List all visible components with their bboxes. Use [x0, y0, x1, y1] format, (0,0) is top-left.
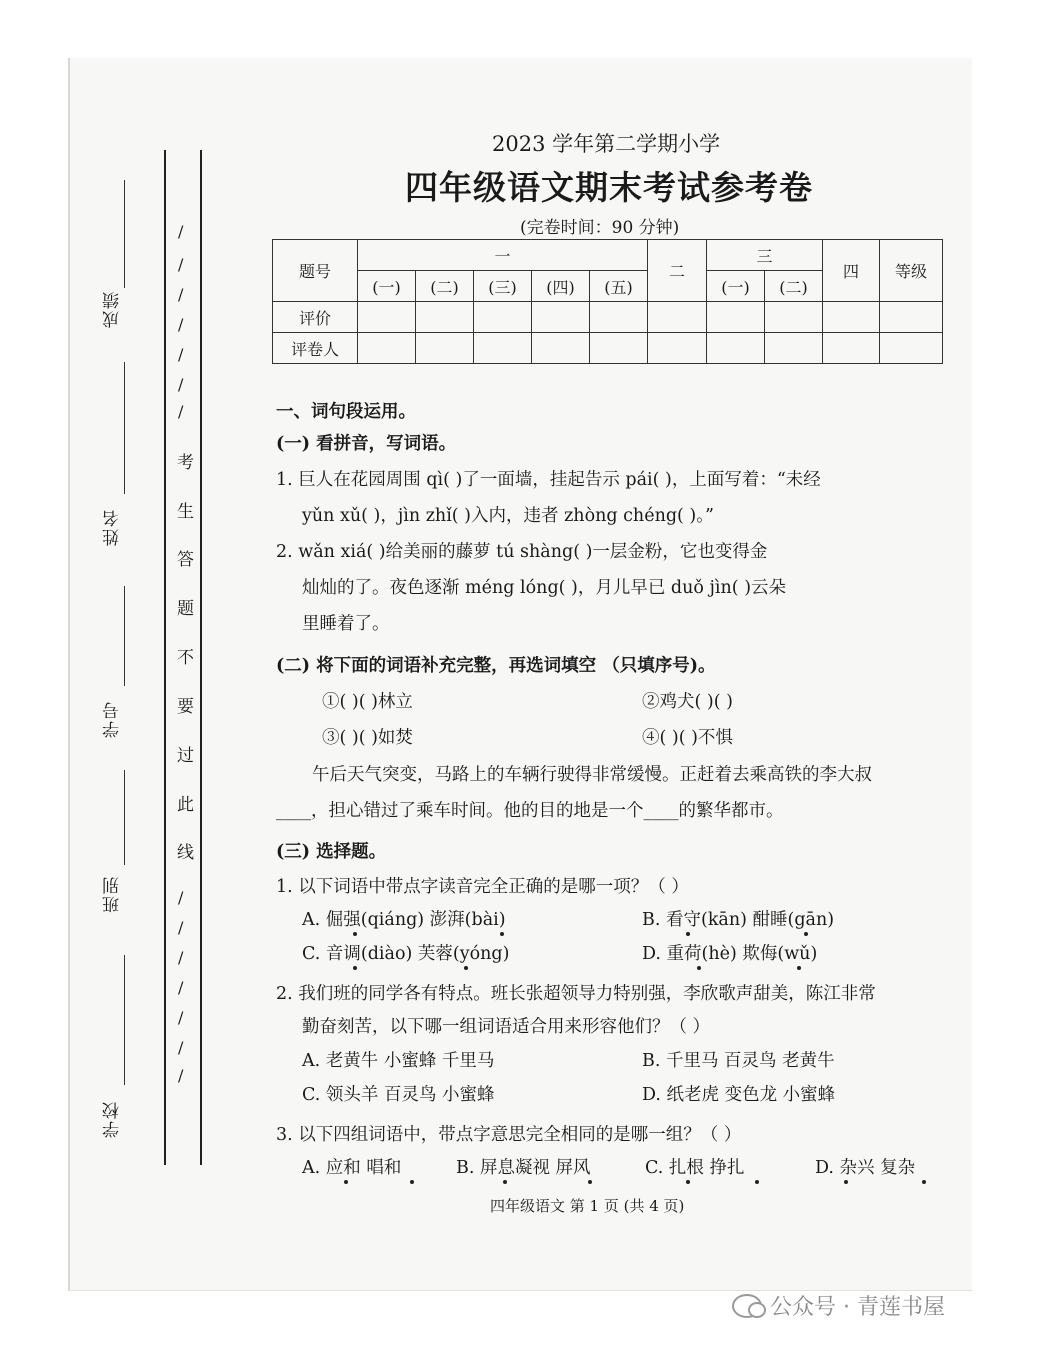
emphasis-dot	[686, 1180, 690, 1184]
q1-option-b: B. 看守(kān) 酣睡(gān)	[642, 910, 835, 930]
part1-line5: 里睡着了。	[302, 614, 390, 634]
part2-passage-line1: 午后天气突变，马路上的车辆行驶得非常缓慢。正赶着去乘高铁的李大叔	[312, 765, 872, 785]
emphasis-dot	[503, 1180, 507, 1184]
col-header-part-1: 一	[358, 240, 648, 271]
emphasis-dot	[353, 932, 357, 936]
score-cell[interactable]	[648, 333, 707, 364]
part3-heading: (三) 选择题。	[276, 842, 387, 862]
emphasis-dot	[697, 966, 701, 970]
part1-line2: yǔn xǔ( )，jìn zhǐ( )入内，违者 zhòng chéng( )。”	[302, 506, 714, 526]
col-header-part-4: 四	[823, 240, 880, 302]
emphasis-dot	[844, 1180, 848, 1184]
sub-header: (一)	[707, 271, 765, 302]
col-header-part-2: 二	[648, 240, 707, 302]
margin-slash: /	[178, 1038, 184, 1057]
question-2-cont: 勤奋刻苦，以下哪一组词语适合用来形容他们？（ ）	[302, 1017, 711, 1037]
wechat-icon	[732, 1294, 762, 1318]
school-label: 学校	[103, 1100, 123, 1138]
sub-header: (二)	[416, 271, 474, 302]
col-header-part-3: 三	[707, 240, 823, 271]
margin-slash: /	[178, 402, 184, 421]
year-line: 2023 学年第二学期小学	[492, 132, 721, 156]
name-fill-line	[124, 362, 125, 494]
margin-slash: /	[178, 948, 184, 967]
warning-char: 考	[177, 453, 194, 473]
name-label: 姓名	[103, 508, 123, 546]
emphasis-dot	[922, 1180, 926, 1184]
score-cell[interactable]	[532, 333, 590, 364]
section1-heading: 一、词句段运用。	[276, 402, 416, 422]
col-header-question-no: 题号	[273, 240, 358, 302]
emphasis-dot	[797, 966, 801, 970]
score-cell[interactable]	[765, 333, 823, 364]
idiom-option-3: ③( )( )如焚	[322, 728, 413, 748]
q1-option-a: A. 倔强(qiáng) 澎湃(bài)	[302, 910, 506, 930]
score-cell[interactable]	[648, 302, 707, 333]
score-cell[interactable]	[823, 333, 880, 364]
q1-option-c: C. 音调(diào) 芙蓉(yóng)	[302, 944, 510, 964]
margin-slash: /	[178, 222, 184, 241]
row-label-grader: 评卷人	[273, 333, 358, 364]
idiom-option-4: ④( )( )不惧	[642, 728, 733, 748]
student-no-label: 学号	[103, 700, 123, 738]
page-title: 四年级语文期末考试参考卷	[405, 168, 813, 207]
warning-char: 答	[177, 550, 194, 570]
margin-slash: /	[178, 888, 184, 907]
q2-option-c: C. 领头羊 百灵鸟 小蜜蜂	[302, 1085, 495, 1105]
score-cell[interactable]	[590, 333, 648, 364]
grade-fill-line	[124, 180, 125, 288]
emphasis-dot	[755, 1180, 759, 1184]
sub-header: (三)	[474, 271, 532, 302]
warning-char: 过	[177, 746, 194, 766]
sub-header: (五)	[590, 271, 648, 302]
warning-char: 不	[177, 648, 194, 668]
score-cell[interactable]	[474, 302, 532, 333]
q3-option-d: D. 杂兴 复杂	[815, 1158, 916, 1178]
part1-line1: 1. 巨人在花园周围 qì( )了一面墙，挂起告示 pái( )，上面写着：“未经	[276, 470, 821, 490]
score-cell[interactable]	[416, 333, 474, 364]
q2-option-b: B. 千里马 百灵鸟 老黄牛	[642, 1051, 835, 1071]
margin-slash: /	[178, 285, 184, 304]
margin-line-right	[200, 150, 202, 1165]
q3-option-c: C. 扎根 挣扎	[645, 1158, 745, 1178]
school-fill-line	[124, 955, 125, 1085]
time-note: (完卷时间：90 分钟)	[520, 218, 680, 238]
part1-line3: 2. wǎn xiá( )给美丽的藤萝 tú shàng( )一层金粉，它也变得金	[276, 542, 768, 562]
q2-option-a: A. 老黄牛 小蜜蜂 千里马	[302, 1051, 495, 1071]
margin-slash: /	[178, 1008, 184, 1027]
part1-line4: 灿灿的了。夜色逐渐 méng lóng( )，月儿早已 duǒ jìn( )云朵	[302, 578, 787, 598]
emphasis-dot	[588, 1180, 592, 1184]
q2-option-d: D. 纸老虎 变色龙 小蜜蜂	[642, 1085, 836, 1105]
part2-heading: (二) 将下面的词语补充完整，再选词填空 （只填序号)。	[276, 656, 716, 676]
margin-slash: /	[178, 375, 184, 394]
q3-option-b: B. 屏息凝视 屏风	[456, 1158, 591, 1178]
sub-header: (四)	[532, 271, 590, 302]
margin-slash: /	[178, 918, 184, 937]
row-label-eval: 评价	[273, 302, 358, 333]
watermark	[732, 1290, 945, 1321]
emphasis-dot	[344, 1180, 348, 1184]
emphasis-dot	[686, 932, 690, 936]
score-cell[interactable]	[532, 302, 590, 333]
watermark-text: 公众号 · 青莲书屋	[770, 1295, 945, 1320]
idiom-option-1: ①( )( )林立	[322, 692, 413, 712]
question-3: 3. 以下四组词语中，带点字意思完全相同的是哪一组？（ ）	[276, 1125, 742, 1145]
score-cell[interactable]	[474, 333, 532, 364]
part1-heading: (一) 看拼音，写词语。	[276, 434, 457, 454]
margin-slash: /	[178, 1066, 184, 1085]
sub-header: (一)	[358, 271, 416, 302]
margin-line-left	[164, 150, 166, 1165]
score-cell[interactable]	[823, 302, 880, 333]
score-cell[interactable]	[765, 302, 823, 333]
student-no-fill-line	[124, 586, 125, 686]
score-cell[interactable]	[880, 333, 943, 364]
score-cell[interactable]	[590, 302, 648, 333]
grade-label: 成绩	[103, 290, 123, 328]
score-cell[interactable]	[416, 302, 474, 333]
warning-char: 线	[177, 843, 194, 863]
warning-char: 此	[177, 795, 194, 815]
score-cell[interactable]	[707, 302, 765, 333]
score-cell[interactable]	[358, 333, 416, 364]
emphasis-dot	[500, 932, 504, 936]
sub-header: (二)	[765, 271, 823, 302]
warning-char: 要	[177, 697, 194, 717]
score-cell[interactable]	[358, 302, 416, 333]
class-label: 班别	[103, 875, 123, 913]
score-table	[272, 239, 943, 364]
emphasis-dot	[410, 1180, 414, 1184]
emphasis-dot	[353, 966, 357, 970]
margin-slash: /	[178, 255, 184, 274]
class-fill-line	[124, 770, 125, 865]
score-cell[interactable]	[880, 302, 943, 333]
score-cell[interactable]	[707, 333, 765, 364]
warning-char: 生	[177, 502, 194, 522]
col-header-level: 等级	[880, 240, 943, 302]
warning-char: 题	[177, 599, 194, 619]
idiom-option-2: ②鸡犬( )( )	[642, 692, 733, 712]
part2-passage-line2: ____，担心错过了乘车时间。他的目的地是一个____的繁华都市。	[276, 801, 784, 821]
margin-slash: /	[178, 345, 184, 364]
margin-slash: /	[178, 978, 184, 997]
question-2: 2. 我们班的同学各有特点。班长张超领导力特别强，李欣歌声甜美，陈江非常	[276, 984, 876, 1004]
emphasis-dot	[464, 966, 468, 970]
page-footer: 四年级语文 第 1 页 (共 4 页)	[490, 1197, 685, 1215]
margin-slash: /	[178, 315, 184, 334]
q1-option-d: D. 重荷(hè) 欺侮(wǔ)	[642, 944, 818, 964]
q3-option-a: A. 应和 唱和	[302, 1158, 402, 1178]
question-1: 1. 以下词语中带点字读音完全正确的是哪一项？（ ）	[276, 877, 689, 897]
emphasis-dot	[804, 932, 808, 936]
